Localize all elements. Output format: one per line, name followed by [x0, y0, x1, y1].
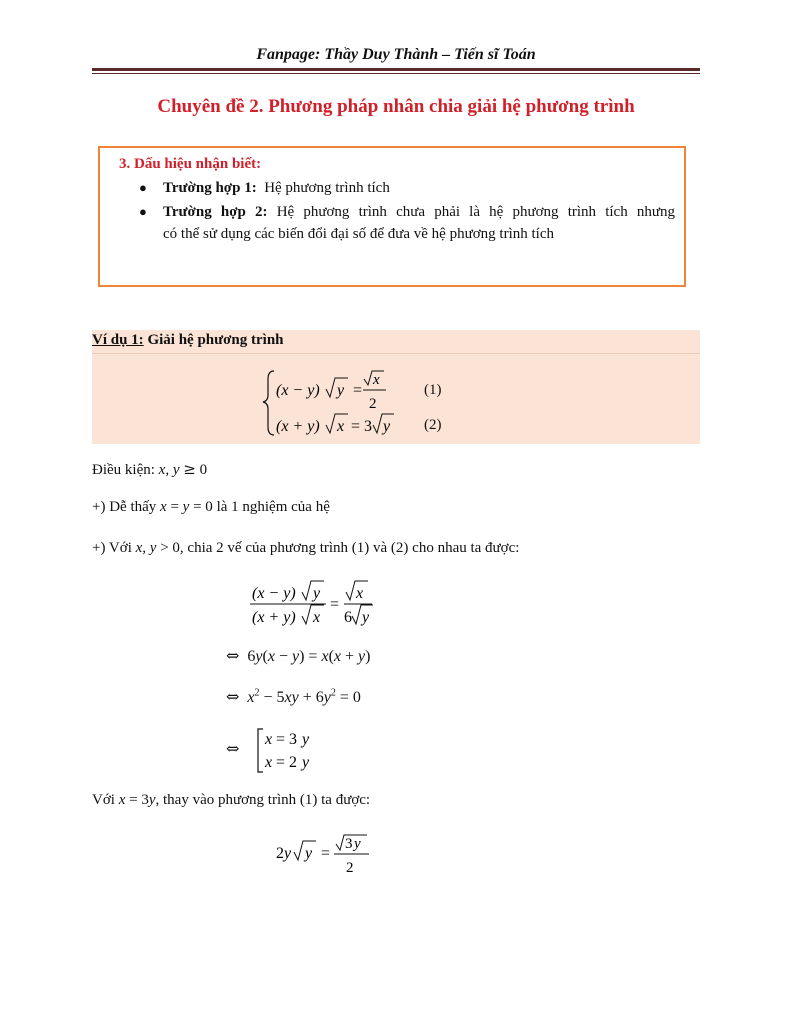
- svg-text:2: 2: [369, 396, 377, 412]
- svg-text:(x − y): (x − y): [252, 585, 296, 602]
- box-heading: 3. Dấu hiệu nhận biết:: [119, 156, 262, 172]
- case-1-text: Hệ phương trình tích: [264, 180, 390, 196]
- svg-text:=: =: [353, 382, 363, 399]
- case-2-label: Trường hợp 2:: [163, 204, 268, 220]
- example-title-text: Giải hệ phương trình: [147, 332, 284, 348]
- svg-text:y: y: [284, 845, 292, 862]
- svg-text:x: x: [265, 754, 273, 771]
- trivial-suffix: là 1 nghiệm của hệ: [216, 499, 330, 515]
- eq2-tag: (2): [424, 417, 442, 433]
- page-header: Fanpage: Thầy Duy Thành – Tiến sĩ Toán: [256, 46, 536, 63]
- svg-text:x: x: [313, 609, 321, 626]
- svg-text:x: x: [356, 585, 364, 602]
- svg-text:x: x: [373, 372, 380, 388]
- case-1-label: Trường hợp 1:: [163, 180, 257, 196]
- example-label: Ví dụ 1:: [92, 332, 144, 348]
- svg-text:= 3: = 3: [351, 418, 373, 435]
- svg-text:= 3: = 3: [276, 731, 298, 748]
- step-3-symbol: ⇔: [226, 739, 240, 758]
- bullet-icon: ●: [139, 180, 147, 195]
- svg-text:=: =: [330, 596, 340, 613]
- case-2-text-line2: có thể sử dụng các biến đổi đại số để đưa về hệ phương trình tích: [163, 226, 554, 242]
- svg-text:y: y: [302, 754, 310, 771]
- svg-text:y: y: [354, 836, 361, 852]
- division-suffix: , chia 2 vế của phương trình (1) và (2) cho nhau ta được:: [179, 540, 520, 556]
- svg-text:y: y: [337, 382, 345, 399]
- step-3-cases: [255, 726, 335, 776]
- division-prefix: +) Với: [92, 540, 132, 556]
- substitution-suffix: , thay vào phương trình (1) ta được:: [155, 792, 371, 808]
- step-1: ⇔ 6y(x − y) = x(x + y): [226, 646, 371, 665]
- bullet-icon: ●: [139, 204, 147, 219]
- step-2: ⇔ $x^2 - 5xy + 6y^2 = 0$: [226, 687, 361, 706]
- svg-text:y: y: [362, 609, 370, 626]
- svg-text:2: 2: [276, 845, 284, 862]
- example-title: [92, 332, 284, 349]
- example-divider: [92, 353, 700, 354]
- svg-text:=: =: [321, 845, 331, 862]
- svg-text:3: 3: [345, 836, 353, 852]
- svg-text:y: y: [302, 731, 310, 748]
- svg-text:y: y: [305, 845, 313, 862]
- trivial-solution-line: +) Dễ thấy x = y = 0 là 1 nghiệm của hệ: [92, 499, 330, 515]
- condition-line: Điều kiện: x, y ≥ 0: [92, 460, 208, 478]
- svg-text:(x − y): (x − y): [276, 382, 320, 399]
- case-2-text-line1: Hệ phương trình chưa phải là hệ phương trình tích nhưng: [276, 204, 676, 220]
- header-rule-thick: [92, 68, 700, 71]
- case-2: [163, 204, 675, 221]
- svg-text:x: x: [337, 418, 345, 435]
- svg-text:y: y: [383, 418, 391, 435]
- svg-text:6: 6: [344, 609, 352, 626]
- division-line: +) Với x, y > 0, chia 2 vế của phương trình (1) và (2) cho nhau ta được:: [92, 540, 520, 556]
- svg-text:(x + y): (x + y): [252, 609, 296, 626]
- svg-text:(x + y): (x + y): [276, 418, 320, 435]
- substitution-prefix: Với: [92, 792, 115, 808]
- trivial-prefix: +) Dễ thấy: [92, 499, 157, 515]
- header-rule-thin: [92, 73, 700, 74]
- svg-text:x: x: [265, 731, 273, 748]
- eq1-tag: (1): [424, 382, 442, 398]
- svg-text:= 2: = 2: [276, 754, 298, 771]
- svg-text:y: y: [313, 585, 321, 602]
- page-title: Chuyên đề 2. Phương pháp nhân chia giải hệ phương trình: [157, 96, 635, 117]
- condition-label: Điều kiện:: [92, 462, 155, 478]
- svg-text:2: 2: [346, 860, 354, 876]
- case-1: [163, 180, 390, 197]
- ratio-equation: [248, 578, 388, 628]
- substitution-line: Với x = 3y, thay vào phương trình (1) ta được:: [92, 792, 371, 808]
- substituted-equation: [272, 832, 382, 878]
